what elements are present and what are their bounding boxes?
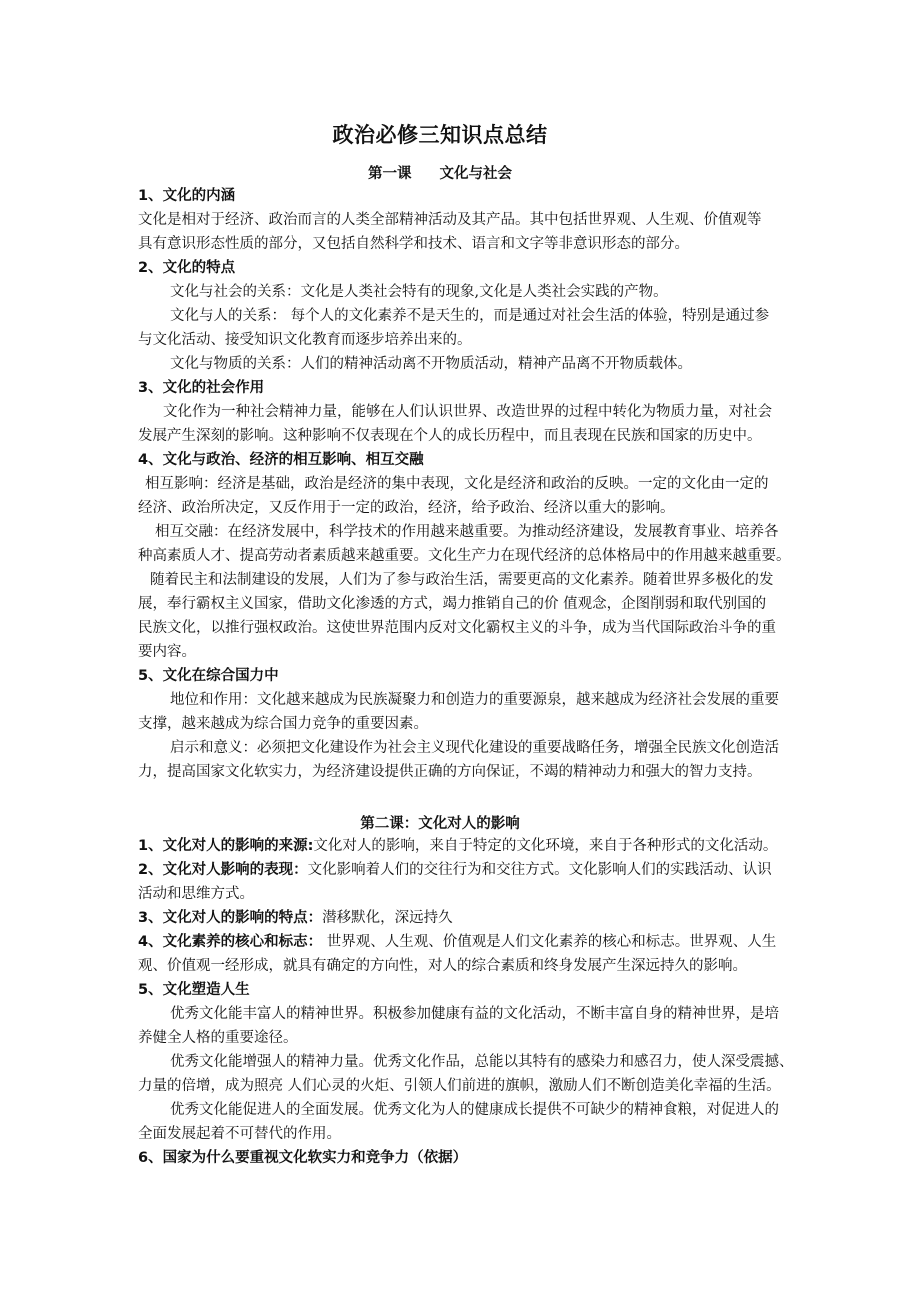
item-text: 世界观、人生观、价值观是人们文化素养的核心和标志。世界观、人生 — [322, 934, 777, 950]
section-heading: 5、文化在综合国力中 — [138, 668, 279, 684]
lesson-2-heading: 第二课：文化对人的影响 — [360, 816, 520, 832]
paragraph-line: 民族文化，以推行强权政治。这使世界范围内反对文化霸权主义的斗争，成为当代国际政治斗争的重 — [138, 620, 776, 636]
item-label: 4、文化素养的核心和标志： — [138, 934, 323, 950]
paragraph-line: 优秀文化能丰富人的精神世界。积极参加健康有益的文化活动，不断丰富自身的精神世界，是培 — [170, 1006, 779, 1022]
section-heading: 6、国家为什么要重视文化软实力和竞争力（依据） — [138, 1150, 468, 1166]
paragraph-line: 文化与物质的关系：人们的精神活动离不开物质活动，精神产品离不开物质载体。 — [170, 356, 692, 372]
section-heading: 2、文化的特点 — [138, 260, 236, 276]
item-label: 3、文化对人的影响的特点： — [138, 910, 323, 926]
paragraph-line: 文化与社会的关系：文化是人类社会特有的现象,文化是人类社会实践的产物。 — [170, 284, 668, 300]
paragraph-line: 活动和思维方式。 — [138, 886, 254, 902]
lesson-1-name: 文化与社会 — [439, 166, 512, 182]
lesson-1-heading — [0, 162, 880, 183]
paragraph-line: 随着民主和法制建设的发展，人们为了参与政治生活，需要更高的文化素养。随着世界多极化的发 — [150, 572, 774, 588]
paragraph-line: 具有意识形态性质的部分，又包括自然科学和技术、语言和文字等非意识形态的部分。 — [138, 236, 689, 252]
paragraph-line: 优秀文化能增强人的精神力量。优秀文化作品，总能以其特有的感染力和感召力，使人深受震撼、 — [170, 1054, 794, 1070]
paragraph-line: 全面发展起着不可替代的作用。 — [138, 1126, 341, 1142]
paragraph-line: 种高素质人才、提高劳动者素质越来越重要。文化生产力在现代经济的总体格局中的作用越来越重要。 — [138, 548, 791, 564]
paragraph-line: 相互交融：在经济发展中，科学技术的作用越来越重要。为推动经济建设，发展教育事业、培养各 — [155, 524, 779, 540]
paragraph-line: 相互影响：经济是基础，政治是经济的集中表现，文化是经济和政治的反映。一定的文化由一定的 — [145, 476, 769, 492]
paragraph-line — [138, 860, 772, 880]
paragraph-line: 发展产生深刻的影响。这种影响不仅表现在个人的成长历程中，而且表现在民族和国家的历史中。 — [138, 428, 762, 444]
paragraph-line: 文化作为一种社会精神力量，能够在人们认识世界、改造世界的过程中转化为物质力量，对社会 — [163, 404, 772, 420]
item-text: 文化对人的影响，来自于特定的文化环境，来自于各种形式的文化活动。 — [313, 838, 778, 854]
paragraph-line: 启示和意义：必须把文化建设作为社会主义现代化建设的重要战略任务，增强全民族文化创造活 — [170, 740, 779, 756]
item-text: 潜移默化，深远持久 — [322, 910, 453, 926]
section-heading: 4、文化与政治、经济的相互影响、相互交融 — [138, 452, 424, 468]
paragraph-line: 文化是相对于经济、政治而言的人类全部精神活动及其产品。其中包括世界观、人生观、价值观等 — [138, 212, 762, 228]
item-text: 文化影响着人们的交往行为和交往方式。文化影响人们的实践活动、认识 — [307, 862, 772, 878]
paragraph-line: 展，奉行霸权主义国家，借助文化渗透的方式，竭力推销自己的价 值观念，企图削弱和取代别国的 — [138, 596, 767, 612]
paragraph-line: 观、价值观一经形成，就具有确定的方向性，对人的综合素质和终身发展产生深远持久的影响。 — [138, 958, 747, 974]
paragraph-line: 力，提高国家文化软实力，为经济建设提供正确的方向保证，不竭的精神动力和强大的智力支持。 — [138, 764, 762, 780]
paragraph-line: 力量的倍增，成为照亮 人们心灵的火炬、引领人们前进的旗帜，激励人们不断创造美化幸福的生活。 — [138, 1078, 781, 1094]
paragraph-line — [138, 932, 776, 952]
paragraph-line: 养健全人格的重要途径。 — [138, 1030, 298, 1046]
paragraph-line: 文化与人的关系： 每个人的文化素养不是天生的，而是通过对社会生活的体验，特别是通过参 — [170, 308, 770, 324]
paragraph-line: 地位和作用：文化越来越成为民族凝聚力和创造力的重要源泉，越来越成为经济社会发展的重要 — [170, 692, 779, 708]
paragraph-line: 与文化活动、接受知识文化教育而逐步培养出来的。 — [138, 332, 472, 348]
lesson-1-number: 第一课 — [368, 166, 412, 182]
section-heading: 5、文化塑造人生 — [138, 982, 250, 998]
page-title: 政治必修三知识点总结 — [332, 123, 548, 147]
paragraph-line: 经济、政治所决定，又反作用于一定的政治，经济，给予政治、经济以重大的影响。 — [138, 500, 675, 516]
item-label: 1、文化对人的影响的来源: — [138, 838, 314, 854]
paragraph-line: 要内容。 — [138, 644, 196, 660]
paragraph-line — [138, 908, 453, 928]
paragraph-line: 优秀文化能促进人的全面发展。优秀文化为人的健康成长提供不可缺少的精神食粮，对促进人的 — [170, 1102, 779, 1118]
paragraph-line: 支撑，越来越成为综合国力竞争的重要因素。 — [138, 716, 428, 732]
section-heading: 1、文化的内涵 — [138, 188, 236, 204]
paragraph-line — [138, 836, 777, 856]
item-label: 2、文化对人影响的表现： — [138, 862, 308, 878]
section-heading: 3、文化的社会作用 — [138, 380, 265, 396]
